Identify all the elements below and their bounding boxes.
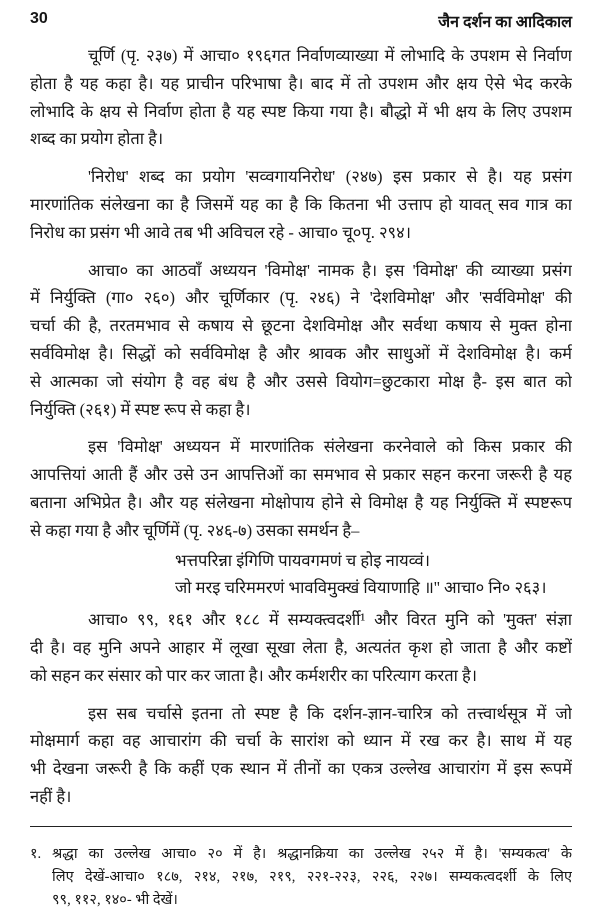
paragraph xyxy=(30,257,572,424)
body-text xyxy=(30,42,572,821)
text-line: निरोध का प्रसंग भी आवे तब भी अविचल रहे - आचा० चू०पृ. २९४। xyxy=(30,222,411,242)
text-line: मोक्षमार्ग कहा वह आचारांग की चर्चा के सारांश को ध्यान में रख कर है। साथ में यह xyxy=(30,731,572,751)
text-line: से आत्मका जो संयोग है वह बंध है और उससे वियोग=छुटकारा मोक्ष है- इस बात को xyxy=(30,371,572,391)
text-line: में निर्युक्ति (गा० २६०) और चूर्णिकार (पृ. २४६) ने 'देशविमोक्ष' और 'सर्वविमोक्ष' की xyxy=(30,288,572,308)
text-line: आचा० का आठवाँ अध्ययन 'विमोक्ष' नामक है। इस 'विमोक्ष' की व्याख्या प्रसंग xyxy=(88,260,572,280)
footnote-number: १. xyxy=(30,846,42,862)
verse-quote xyxy=(30,547,572,603)
text-line: भी देखना जरूरी है कि कहीं एक स्थान में तीनों का एकत्र उल्लेख आचारांग में इस रूपमें xyxy=(30,759,572,779)
text-line: दी है। वह मुनि अपने आहार में लूखा सूखा लेता है, अत्यतंत कृश हो जाता है और कष्टों xyxy=(30,637,572,657)
footnote-line: श्रद्धा का उल्लेख आचा० २० में है। श्रद्धानक्रिया का उल्लेख २५२ में है। 'सम्यकत्व' के xyxy=(52,846,572,862)
text-line: को सहन कर संसार को पार कर जाता है। और कर्मशरीर का परित्याग करता है। xyxy=(30,665,478,685)
text-line: से कहा गया है और चूर्णिमें (पृ. २४६-७) उसका समर्थन है– xyxy=(30,520,360,540)
text-line: लोभादि के क्षय से निर्वाण होता है यह स्पष्ट किया गया है। बौद्धो में भी क्षय के लिए उपशम xyxy=(30,101,572,121)
footnote-line: ९९, ११२, १४०- भी देखें। xyxy=(52,892,178,908)
verse-line: जो मरइ चरिममरणं भावविमुक्खं वियाणाहि ॥'' आचा० नि० २६३। xyxy=(175,578,547,598)
paragraph xyxy=(30,606,572,689)
text-line: शब्द का प्रयोग होता है। xyxy=(30,129,164,149)
text-line: चूर्णि (पृ. २३७) में आचा० १९६गत निर्वाणव्याख्या में लोभादि के उपशम से निर्वाण xyxy=(88,46,572,65)
footnote xyxy=(30,843,572,912)
text-line: आपत्तियां आती हैं और उसे उन आपत्तिओं का समभाव से प्रकार सहन करना जरूरी है यह xyxy=(30,465,572,485)
running-title: जैन दर्शन का आदिकाल xyxy=(438,14,572,31)
paragraph xyxy=(30,433,572,544)
text-line: 'निरोध' शब्द का प्रयोग 'सव्वगायनिरोध' (२४७) इस प्रकार से है। यह प्रसंग xyxy=(88,167,572,187)
text-line: इस 'विमोक्ष' अध्ययन में मारणांतिक संलेखना करनेवाले को किस प्रकार की xyxy=(88,437,572,457)
paragraph xyxy=(30,42,572,153)
text-line: आचा० ९९, १६१ और १८८ में सम्यक्त्वदर्शी¹ और विरत मुनि को 'मुक्त' संज्ञा xyxy=(88,610,572,630)
footnote-divider xyxy=(30,826,572,827)
text-line: होता है यह कहा है। यह प्राचीन परिभाषा है। बाद में तो उपशम और क्षय ऐसे भेद करके xyxy=(30,73,572,93)
text-line: चर्चा की है, तरतमभाव से कषाय से छूटना देशविमोक्ष और सर्वथा कषाय से मुक्त होना xyxy=(30,316,572,336)
text-line: इस सब चर्चासे इतना तो स्पष्ट है कि दर्शन-ज्ञान-चारित्र को तत्त्वार्थसूत्र में जो xyxy=(88,703,572,723)
paragraph xyxy=(30,700,572,811)
text-line: मारणांतिक संलेखना का है जिसमें यह का है कि कितना भी उत्ताप हो यावत् सव गात्र का xyxy=(30,194,572,214)
paragraph xyxy=(30,163,572,246)
text-line: बताना अभिप्रेत है। और यह संलेखना मोक्षोपाय होने से विमोक्ष है यह निर्युक्ति में स्पष्टरूप xyxy=(30,492,572,512)
verse-line: भत्तपरिन्ना इंगिणि पायवगमणं च होइ नायव्वं। xyxy=(175,550,430,570)
text-line: सर्वविमोक्ष है। सिद्धों को सर्वविमोक्ष है और श्रावक और साधुओं में देशविमोक्ष है। कर्म xyxy=(30,343,572,363)
page-number: 30 xyxy=(30,10,48,27)
footnote-line: लिए देखें-आचा० १८७, २१४, २१७, २१९, २२१-२२३, २२६, २२७। सम्यकत्वदर्शी के लिए xyxy=(52,869,572,885)
text-line: नहीं है। xyxy=(30,786,72,806)
text-line: निर्युक्ति (२६१) में स्पष्ट रूप से कहा है। xyxy=(30,399,251,419)
page-header xyxy=(30,10,572,34)
